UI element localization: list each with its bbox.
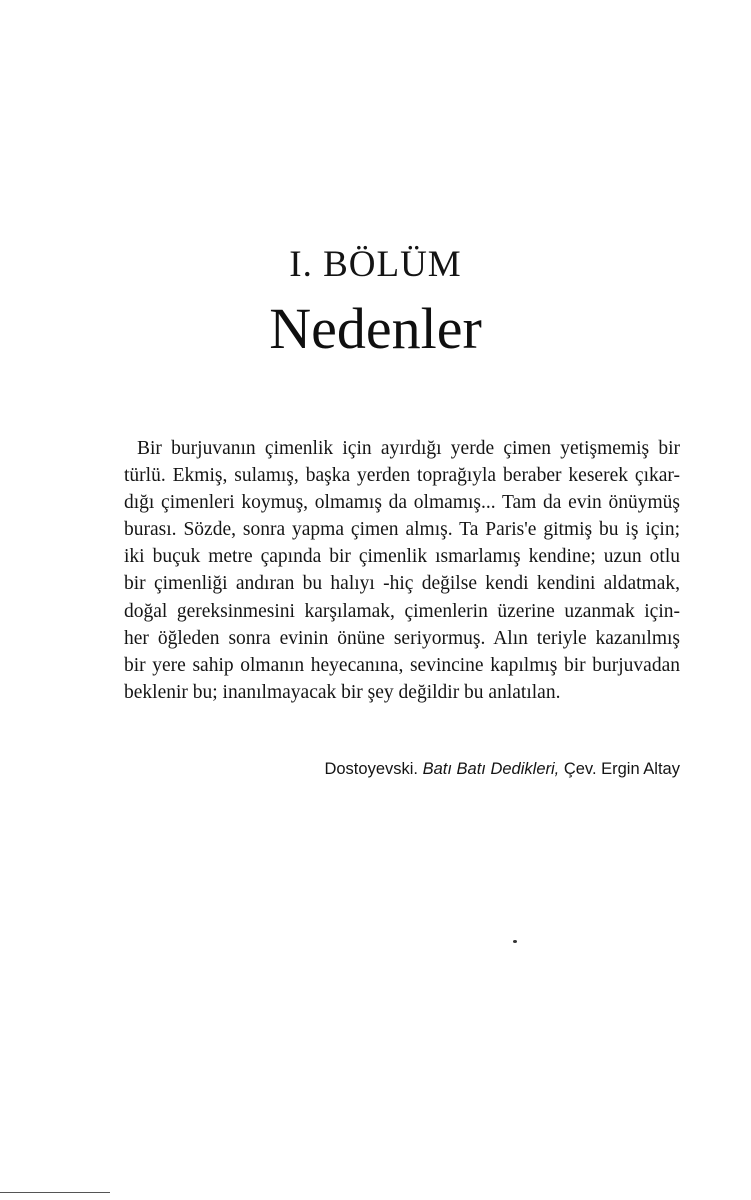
paragraph-line: bir yere sahip olmanın heyecanına, sevincine kapılmış bir burjuvadan xyxy=(124,654,680,676)
paragraph-line: türlü. Ekmiş, sulamış, başka yerden toprağıyla beraber keserek çıkar- xyxy=(124,465,680,487)
chapter-title: Nedenler xyxy=(269,296,482,361)
paragraph-line: her öğleden sonra evinin önüne seriyormuş. Alın teriyle kazanılmış xyxy=(124,627,680,649)
scan-edge-line xyxy=(0,1192,110,1193)
epigraph-paragraph xyxy=(124,435,680,706)
citation-translator: Çev. Ergin Altay xyxy=(563,760,680,778)
paragraph-line: Bir burjuvanın çimenlik için ayırdığı yerde çimen yetişmemiş bir xyxy=(137,438,680,459)
paragraph-line: dığı çimenleri koymuş, olmamış da olmamış... Tam da evin önüymüş xyxy=(124,492,680,514)
citation xyxy=(324,760,680,779)
paragraph-line: iki buçuk metre çapında bir çimenlik ısmarlamış kendine; uzun otlu xyxy=(124,546,680,568)
scan-mark xyxy=(513,940,517,943)
paragraph-line: beklenir bu; inanılmayacak bir şey değildir bu anlatılan. xyxy=(124,681,561,703)
paragraph-line: burası. Sözde, sonra yapma çimen almış. Ta Paris'e gitmiş bu iş için; xyxy=(124,519,680,541)
chapter-number: I. BÖLÜM xyxy=(289,244,462,285)
paragraph-line: bir çimenliği andıran bu halıyı -hiç değilse kendi kendini aldatmak, xyxy=(124,573,680,595)
citation-author: Dostoyevski. xyxy=(324,760,418,778)
paragraph-line: doğal gereksinmesini karşılamak, çimenlerin üzerine uzanmak için- xyxy=(124,600,680,622)
citation-work: Batı Batı Dedikleri, xyxy=(422,760,560,778)
